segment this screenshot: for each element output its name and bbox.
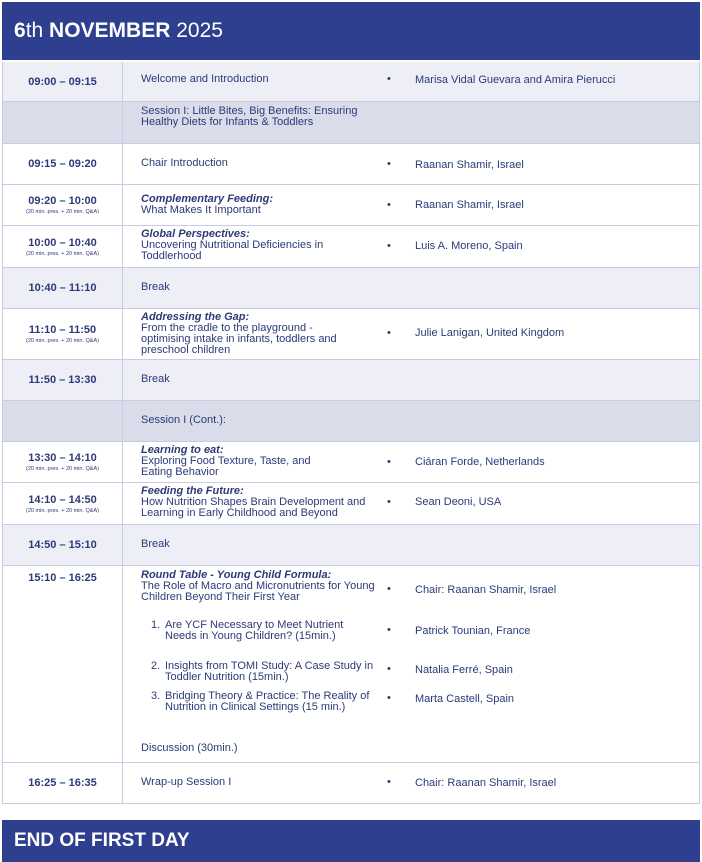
bullet: • [387,776,391,788]
header-day: 6 [14,19,26,42]
break-label: Break [141,373,170,385]
table-row [3,483,699,525]
bullet: • [387,158,391,170]
time-cell [3,268,123,308]
time-cell [3,483,123,524]
title-emphasis: Learning to eat: [141,444,224,456]
title-rest: What Makes It Important [141,204,261,216]
bullet: • [387,583,391,595]
discussion-label: Discussion (30min.) [141,742,238,754]
table-row [3,62,699,102]
session-heading: Session I (Cont.): [141,414,226,426]
time-cell [3,442,123,482]
item-text: Insights from TOMI Study: A Case Study in Toddler Nutrition (15min.) [165,660,374,683]
session-heading: Session I: Little Bites, Big Benefits: Ensuring Healthy Diets for Infants & Toddlers [141,105,358,128]
table-row [3,268,699,309]
title-emphasis: Round Table - Young Child Formula: [141,569,332,581]
time-label: 10:00 – 10:40 [28,236,97,249]
item-number: 2. [151,660,161,672]
header-month: NOVEMBER [49,19,171,42]
time-cell [3,144,123,184]
table-row [3,185,699,226]
speaker: Julie Lanigan, United Kingdom [415,327,565,339]
time-cell [3,525,123,565]
speaker: Chair: Raanan Shamir, Israel [415,777,557,789]
break-label: Break [141,281,170,293]
time-cell [3,763,123,803]
header-suffix: th [25,19,44,42]
time-label: 16:25 – 16:35 [28,777,97,789]
speaker: Marisa Vidal Guevara and Amira Pierucci [415,74,616,86]
table-row [3,566,699,763]
time-label: 09:15 – 09:20 [28,158,97,170]
time-note: (20 min. pres. + 20 min. Q&A) [26,209,99,215]
time-label: 14:50 – 15:10 [28,539,97,551]
time-cell [3,309,123,359]
bullet: • [387,199,391,211]
bullet: • [387,663,391,675]
time-cell [3,566,123,762]
time-cell [3,62,123,101]
speaker: Sean Deoni, USA [415,496,502,508]
table-row [3,102,699,144]
bullet: • [387,624,391,636]
header-year: 2025 [176,19,223,42]
session-title [141,229,351,262]
session-title [141,312,356,356]
time-label: 13:30 – 14:10 [28,452,97,464]
session-title: Welcome and Introduction [141,73,269,85]
session-title [141,194,381,216]
session-title [141,570,376,603]
table-row [3,360,699,401]
time-cell [3,360,123,400]
time-cell [3,401,123,441]
title-rest: The Role of Macro and Micronutrients for Young Children Beyond Their First Year [141,580,375,603]
table-row [3,309,699,360]
time-cell [3,226,123,267]
time-note: (20 min. pres. + 20 min. Q&A) [26,466,99,472]
time-label: 11:10 – 11:50 [28,324,97,336]
title-emphasis: Complementary Feeding: [141,193,274,205]
table-row [3,144,699,185]
table-row [3,226,699,268]
title-rest: From the cradle to the playground - optimising intake in infants, toddlers and preschool children [141,322,337,356]
day-header [2,2,700,60]
item-text: Bridging Theory & Practice: The Reality of Nutrition in Clinical Settings (15 min.) [165,690,370,713]
speaker: Chair: Raanan Shamir, Israel [415,584,557,596]
schedule-table [2,62,700,804]
table-row [3,525,699,566]
title-rest: How Nutrition Shapes Brain Development and Learning in Early Childhood and Beyond [141,496,366,519]
session-title [141,445,321,478]
title-emphasis: Feeding the Future: [141,485,244,497]
session-title: Wrap-up Session I [141,776,232,788]
table-row [3,763,699,804]
time-label: 10:40 – 11:10 [28,282,97,294]
bullet: • [387,456,391,468]
item-number: 1. [151,619,161,631]
bullet: • [387,692,391,704]
session-title: Chair Introduction [141,157,228,169]
item-text: Are YCF Necessary to Meet Nutrient Needs in Young Children? (15min.) [165,619,344,642]
time-note: (20 min. pres. + 20 min. Q&A) [26,338,99,344]
time-note: (20 min. pres. + 20 min. Q&A) [26,507,99,514]
end-of-day-banner: END OF FIRST DAY [2,820,700,862]
table-row [3,401,699,442]
title-rest: Uncovering Nutritional Deficiencies in Toddlerhood [141,239,324,262]
time-label: 09:00 – 09:15 [28,75,97,88]
time-cell [3,102,123,143]
break-label: Break [141,538,170,550]
speaker: Ciáran Forde, Netherlands [415,456,545,468]
time-cell [3,185,123,225]
speaker: Marta Castell, Spain [415,693,515,705]
bullet: • [387,240,391,252]
session-title [141,486,386,519]
table-row [3,442,699,483]
speaker: Natalia Ferré, Spain [415,664,513,676]
speaker: Luis A. Moreno, Spain [415,240,523,252]
time-label: 14:10 – 14:50 [28,493,97,506]
bullet: • [387,327,391,339]
title-emphasis: Addressing the Gap: [141,311,250,323]
time-note: (20 min. pres. + 20 min. Q&A) [26,250,99,257]
speaker: Raanan Shamir, Israel [415,199,524,211]
item-number: 3. [151,690,161,702]
time-label: 11:50 – 13:30 [28,374,97,386]
speaker: Patrick Tounian, France [415,625,531,637]
title-rest: Exploring Food Texture, Taste, and Eating Behavior [141,455,311,478]
time-label: 15:10 – 16:25 [28,572,97,584]
title-emphasis: Global Perspectives: [141,228,250,240]
time-label: 09:20 – 10:00 [28,195,97,207]
bullet: • [387,73,391,85]
speaker: Raanan Shamir, Israel [415,159,524,171]
bullet: • [387,496,391,508]
